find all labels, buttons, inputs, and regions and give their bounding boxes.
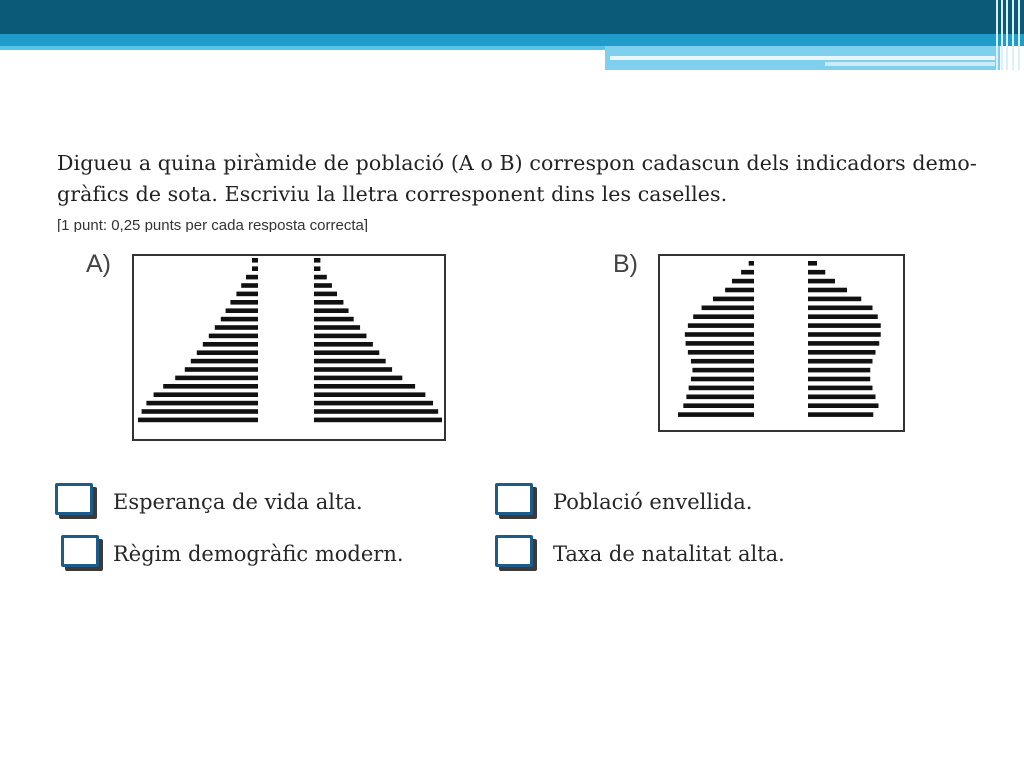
pyramid-bar-left bbox=[236, 292, 258, 297]
pyramid-bar-left bbox=[702, 306, 754, 311]
pyramid-bar-right bbox=[314, 342, 373, 347]
answer-item bbox=[55, 483, 455, 523]
pyramid-bar-right bbox=[808, 297, 861, 302]
pyramid-bar-right bbox=[314, 401, 433, 406]
pyramid-bar-left bbox=[138, 418, 258, 423]
answer-box[interactable] bbox=[55, 483, 93, 515]
pyramid-bar-left bbox=[154, 392, 258, 397]
question-line-2: gràfics de sota. Escriviu la lletra corresponent dins les caselles. bbox=[57, 182, 728, 206]
pyramid-bar-left bbox=[688, 323, 754, 328]
pyramid-bar-left bbox=[230, 300, 258, 305]
pyramid-bar-left bbox=[252, 266, 258, 271]
question-text bbox=[57, 148, 997, 210]
pyramid-bar-right bbox=[314, 376, 402, 381]
answer-box[interactable] bbox=[495, 483, 533, 515]
pyramid-bar-right bbox=[314, 300, 343, 305]
pyramid-b-chart bbox=[658, 254, 905, 432]
pyramid-bar-right bbox=[314, 367, 392, 372]
pyramid-bar-right bbox=[314, 418, 442, 423]
pyramid-bar-left bbox=[741, 270, 754, 275]
header-stripe bbox=[0, 34, 1024, 46]
pyramid-bar-left bbox=[221, 317, 258, 322]
pyramid-bar-left bbox=[678, 412, 754, 417]
pyramid-bar-right bbox=[808, 368, 870, 373]
pyramid-bar-right bbox=[314, 317, 354, 322]
answer-item-label: Població envellida. bbox=[553, 490, 753, 514]
pyramid-a-chart bbox=[132, 254, 446, 441]
pyramid-a bbox=[132, 254, 446, 441]
answer-box[interactable] bbox=[61, 535, 99, 567]
pyramid-bar-left bbox=[689, 386, 754, 391]
pyramid-bar-left bbox=[246, 275, 258, 280]
pyramid-bar-left bbox=[226, 308, 258, 313]
pyramid-bar-left bbox=[203, 342, 258, 347]
pyramid-bar-left bbox=[197, 350, 258, 355]
question-line-1: Digueu a quina piràmide de població (A o B) correspon cadascun dels indicadors demo- bbox=[57, 151, 977, 175]
pyramid-bar-right bbox=[314, 409, 438, 414]
pyramid-bar-left bbox=[209, 334, 258, 339]
pyramid-bar-left bbox=[691, 359, 754, 364]
pyramid-bar-left bbox=[175, 376, 258, 381]
points-note: [1 punt: 0,25 punts per cada resposta correcta] bbox=[57, 217, 369, 232]
answer-item bbox=[55, 535, 455, 575]
pyramid-bar-right bbox=[808, 395, 876, 400]
header-accent-line bbox=[610, 56, 995, 60]
answer-item-label: Règim demogràfic modern. bbox=[113, 542, 404, 566]
pyramid-bar-right bbox=[314, 283, 332, 288]
header-bar bbox=[0, 0, 1024, 34]
pyramid-bar-right bbox=[808, 412, 873, 417]
header-vertical-stripes bbox=[992, 0, 1024, 70]
pyramid-bar-left bbox=[732, 279, 754, 284]
pyramid-bar-right bbox=[808, 270, 825, 275]
pyramid-bar-left bbox=[725, 288, 754, 293]
pyramid-bar-right bbox=[808, 341, 879, 346]
pyramid-a-label: A) bbox=[86, 250, 111, 278]
pyramid-bar-left bbox=[686, 395, 754, 400]
pyramid-bar-right bbox=[314, 359, 386, 364]
pyramid-bar-right bbox=[808, 279, 835, 284]
pyramid-bar-right bbox=[314, 392, 425, 397]
answer-item bbox=[495, 483, 895, 523]
pyramid-bar-right bbox=[808, 359, 873, 364]
pyramid-bar-left bbox=[688, 350, 754, 355]
pyramid-bar-left bbox=[252, 258, 258, 263]
pyramid-bar-left bbox=[191, 359, 258, 364]
pyramid-bar-right bbox=[314, 384, 415, 389]
pyramid-bar-left bbox=[693, 314, 754, 319]
pyramid-bar-right bbox=[808, 261, 817, 266]
pyramid-bar-left bbox=[692, 368, 754, 373]
pyramid-bar-right bbox=[808, 323, 881, 328]
pyramid-bar-left bbox=[749, 261, 754, 266]
pyramid-bar-left bbox=[685, 332, 754, 337]
pyramid-bar-left bbox=[185, 367, 258, 372]
pyramid-bar-left bbox=[713, 297, 754, 302]
pyramid-bar-left bbox=[691, 377, 754, 382]
pyramid-bar-left bbox=[146, 401, 258, 406]
pyramid-b-label: B) bbox=[613, 250, 638, 278]
pyramid-b bbox=[658, 254, 905, 432]
pyramid-bar-left bbox=[241, 283, 258, 288]
pyramid-bar-right bbox=[808, 288, 847, 293]
pyramid-bar-right bbox=[808, 350, 876, 355]
answer-item bbox=[495, 535, 895, 575]
pyramid-bar-left bbox=[163, 384, 258, 389]
pyramid-bar-left bbox=[686, 341, 754, 346]
pyramid-bar-left bbox=[142, 409, 258, 414]
pyramid-bar-right bbox=[314, 350, 379, 355]
pyramid-bar-right bbox=[314, 258, 320, 263]
pyramid-bar-right bbox=[314, 325, 360, 330]
pyramid-bar-right bbox=[314, 308, 349, 313]
answer-item-label: Taxa de natalitat alta. bbox=[553, 542, 785, 566]
answer-box[interactable] bbox=[495, 535, 533, 567]
pyramid-bar-right bbox=[314, 334, 366, 339]
pyramid-bar-right bbox=[314, 275, 327, 280]
pyramid-bar-left bbox=[683, 403, 754, 408]
pyramid-bar-right bbox=[808, 314, 878, 319]
pyramid-bar-left bbox=[215, 325, 258, 330]
pyramid-bar-right bbox=[808, 377, 870, 382]
header-accent-line bbox=[825, 62, 995, 66]
pyramid-bar-right bbox=[808, 386, 873, 391]
answer-item-label: Esperança de vida alta. bbox=[113, 490, 363, 514]
pyramid-bar-right bbox=[808, 306, 873, 311]
pyramid-bar-right bbox=[314, 266, 320, 271]
pyramid-bar-right bbox=[808, 332, 881, 337]
pyramid-bar-right bbox=[808, 403, 879, 408]
pyramid-bar-right bbox=[314, 292, 337, 297]
